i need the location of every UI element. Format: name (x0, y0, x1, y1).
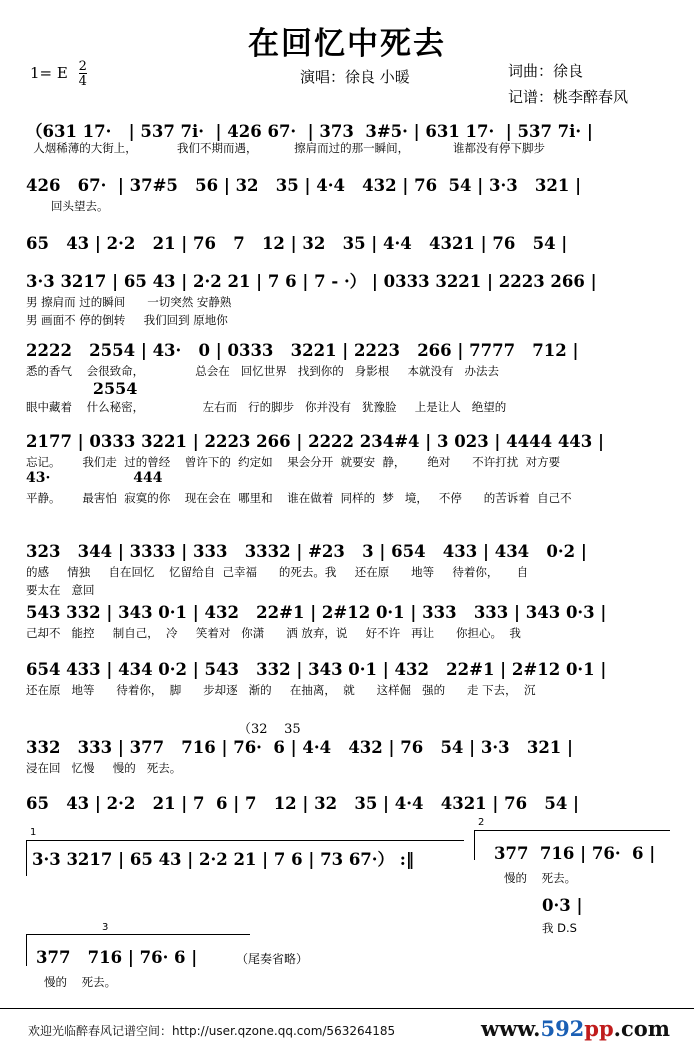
ending-bracket-1-left (26, 840, 27, 876)
ending-bracket-1-top (26, 840, 464, 841)
notation-line: 2177 | 0333 3221 | 2223 266 | 2222 234#4 | 3 023 | 4444 443 | (26, 432, 605, 451)
footer-divider (0, 1008, 694, 1009)
music-system-12 (26, 817, 670, 935)
music-system-2 (26, 176, 670, 214)
lyric-line: 浸在回 忆慢 慢的 死去。 (26, 761, 182, 775)
ending-bracket-3-top (26, 934, 250, 935)
time-signature-numerator: 2 (78, 59, 87, 74)
music-system-9 (26, 660, 670, 698)
notation-line-ending-1: 3·3 3217 | 65 43 | 2·2 21 | 7 6 | 73 67·） :‖ (32, 850, 415, 869)
time-signature (79, 60, 87, 88)
music-system-11 (26, 794, 670, 832)
notation-line: 65 43 | 2·2 21 | 7 6 | 7 12 | 32 35 | 4·4 4321 | 76 54 | (26, 794, 580, 813)
credit-notator: 记谱：桃李醉春风 (508, 88, 629, 106)
notation-line-ending-2: 377 716 | 76· 6 | (494, 844, 656, 863)
alternate-notation: 2554 (26, 379, 138, 398)
notation-line: 3·3 3217 | 65 43 | 2·2 21 | 7 6 | 7 - ·） | 0333 3221 | 2223 266 | (26, 272, 597, 291)
lyric-line-male-2: 男 画面不 停的倒转 我们回到 原地你 (26, 313, 228, 327)
music-system-7 (26, 542, 670, 598)
notation-line: 543 332 | 343 0·1 | 432 22#1 | 2#12 0·1 | 333 333 | 343 0·3 | (26, 603, 607, 622)
lyric-line: 己却不 能控 制自己， 冷 笑着对 你潇 洒 放弃，说 好不许 再让 你担心。 我 (26, 626, 521, 640)
lyric-line: 还在原 地等 待着你， 脚 步却逐 渐的 在抽离， 就 这样倔 强的 走 下去， 沉 (26, 683, 536, 697)
time-signature-denominator: 4 (78, 74, 87, 89)
music-system-5 (26, 341, 670, 415)
lyric-line: 人烟稀薄的大街上， 我们不期而遇， 擦肩而过的那一瞬间， 谁都没有停下脚步 (26, 141, 545, 155)
music-system-6 (26, 432, 670, 506)
notation-line: 323 344 | 3333 | 333 3332 | #23 3 | 654 433 | 434 0·2 | (26, 542, 587, 561)
lyric-line-1: 悉的香气 会很致命， 总会在 回忆世界 找到你的 身影根 本就没有 办法去 (26, 364, 499, 378)
lyric-line-1: 忘记。 我们走 过的曾经 曾许下的 约定如 果会分开 就要安 静， 绝对 不许打扰 对方要 (26, 455, 561, 469)
music-system-4 (26, 268, 670, 328)
music-system-3 (26, 234, 670, 272)
key-signature (30, 60, 87, 88)
lyric-line-2: 平静。 最害怕 寂寞的你 现在会在 哪里和 谁在做着 同样的 梦 境， 不停 的苦诉着 自己不 (26, 491, 572, 505)
brand-www: www. (481, 1016, 541, 1041)
lyric-line-ending-3: 慢的 死去。 (44, 975, 117, 989)
notation-line: 426 67· | 37#5 56 | 32 35 | 4·4 432 | 76 54 | 3·3 321 | (26, 176, 582, 195)
notation-line: 2222 2554 | 43· 0 | 0333 3221 | 2223 266 | 7777 712 | (26, 341, 579, 360)
lyric-line-2: 眼中藏着 什么秘密， 左右而 行的脚步 你并没有 犹豫脸 上是让人 绝望的 (26, 400, 507, 414)
notation-line-ending-3: 377 716 | 76· 6 | (36, 948, 198, 967)
notation-line: 65 43 | 2·2 21 | 76 7 12 | 32 35 | 4·4 4321 | 76 54 | (26, 234, 568, 253)
lyric-line-1: 的感 情独 自在回忆 忆留给自 己幸福 的死去。我 还在原 地等 待着你， 自 (26, 565, 529, 579)
ending-bracket-2-top (474, 830, 670, 831)
brand-tld: .com (613, 1016, 670, 1041)
credit-writer: 词曲：徐良 (508, 62, 584, 80)
page-title: 在回忆中死去 (248, 26, 446, 62)
coda-note: （尾奏省略） (236, 952, 309, 966)
lyric-line: 回头望去。 (40, 199, 109, 213)
lyric-line-ending-2: 慢的 死去。 (504, 871, 577, 885)
ending-number-3: 3 (102, 922, 109, 933)
credit-singer: 演唱：徐良 小暖 (300, 68, 410, 86)
bracketed-notation: （32 35 (238, 722, 301, 737)
ending-bracket-3-left (26, 934, 27, 966)
music-system-1 (26, 118, 670, 156)
footer-text: 欢迎光临醉春风记谱空间：http://user.qzone.qq.com/563264185 (28, 1024, 396, 1038)
key-text: 1= E (30, 64, 68, 82)
notation-line: 332 333 | 377 716 | 76· 6 | 4·4 432 | 76 54 | 3·3 321 | (26, 738, 574, 757)
brand-pp: pp (584, 1016, 614, 1041)
notation-tail: 0·3 | (542, 896, 583, 915)
lyric-tail: 我 D.S (542, 921, 577, 935)
notation-line: （631 17· | 537 7i· | 426 67· | 373 3#5· | 631 17· | 537 7i· | (26, 122, 593, 141)
music-system-10 (26, 718, 670, 776)
brand-number: 592 (540, 1016, 585, 1041)
notation-line: 654 433 | 434 0·2 | 543 332 | 343 0·1 | 432 22#1 | 2#12 0·1 | (26, 660, 607, 679)
lyric-line-2: 要太在 意回 (26, 583, 95, 597)
music-system-8 (26, 603, 670, 641)
ending-bracket-2-left (474, 830, 475, 860)
lyric-line-male-1: 男 擦肩而 过的瞬间 一切突然 安静熟 (26, 295, 232, 309)
alternate-notation: 43· 444 (26, 470, 163, 486)
ending-number-2: 2 (478, 817, 485, 828)
site-brand (481, 1016, 670, 1041)
ending-number-1: 1 (30, 827, 37, 838)
